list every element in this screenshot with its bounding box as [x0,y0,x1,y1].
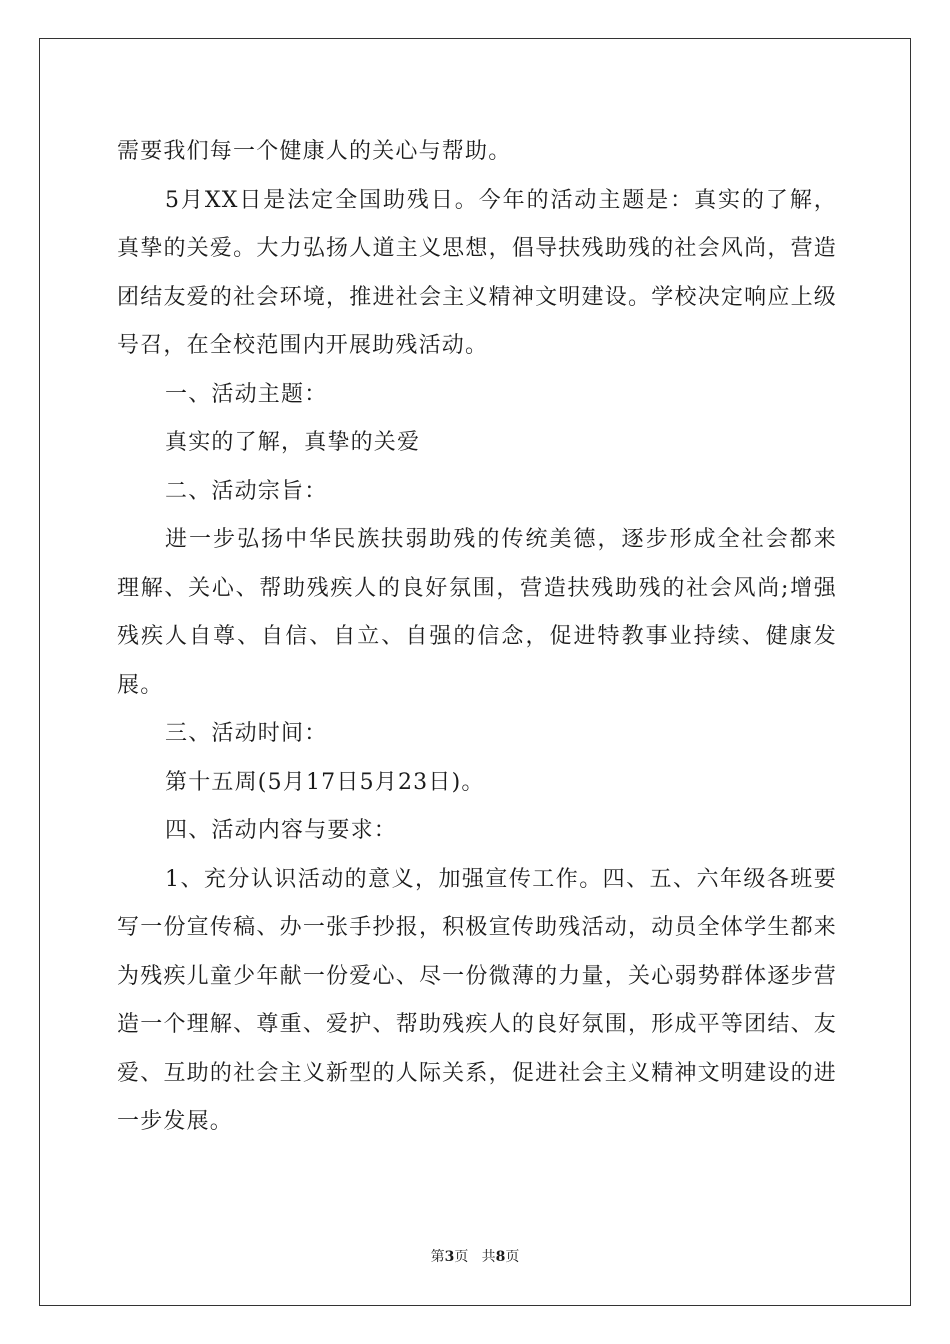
paragraph-2: 5月XX日是法定全国助残日。今年的活动主题是：真实的了解，真挚的关爱。大力弘扬人道主义思想，倡导扶残助残的社会风尚，营造团结友爱的社会环境，推进社会主义精神文明建设。学校决定响应上级号召，在全校范围内开展助残活动。 [117,187,837,358]
section-heading-content: 四、活动内容与要求： [165,818,398,843]
page-footer [0,1246,950,1266]
page-number: 3 [444,1249,455,1265]
section-heading-time: 三、活动时间： [165,721,328,746]
total-suffix: 页 [505,1249,520,1265]
total-pages: 8 [495,1249,506,1265]
page-prefix: 第 [430,1249,445,1265]
section-heading-purpose: 二、活动宗旨： [165,478,328,504]
paragraph-1: 需要我们每一个健康人的关心与帮助。 [117,139,512,164]
paragraph-content-1: 1、充分认识活动的意义，加强宣传工作。四、五、六年级各班要写一份宣传稿、办一张手抄报，积极宣传助残活动，动员全体学生都来为残疾儿童少年献一份爱心、尽一份微薄的力量，关心弱势群体逐步营造一个理解、尊重、爱护、帮助残疾人的良好氛围，形成平等团结、友爱、互助的社会主义新型的人际关系，促进社会主义精神文明建设的进一步发展。 [117,866,837,1134]
paragraph-theme: 真实的了解，真挚的关爱 [165,430,421,455]
section-heading-theme: 一、活动主题： [165,381,328,407]
paragraph-purpose: 进一步弘扬中华民族扶弱助残的传统美德，逐步形成全社会都来理解、关心、帮助残疾人的良好氛围，营造扶残助残的社会风尚;增强残疾人自尊、自信、自立、自强的信念，促进特教事业持续、健康发展。 [117,527,837,698]
page-suffix: 页 [454,1249,469,1265]
paragraph-time: 第十五周(5月17日5月23日)。 [165,769,485,795]
total-prefix: 共 [481,1249,496,1265]
document-body [117,128,837,1147]
